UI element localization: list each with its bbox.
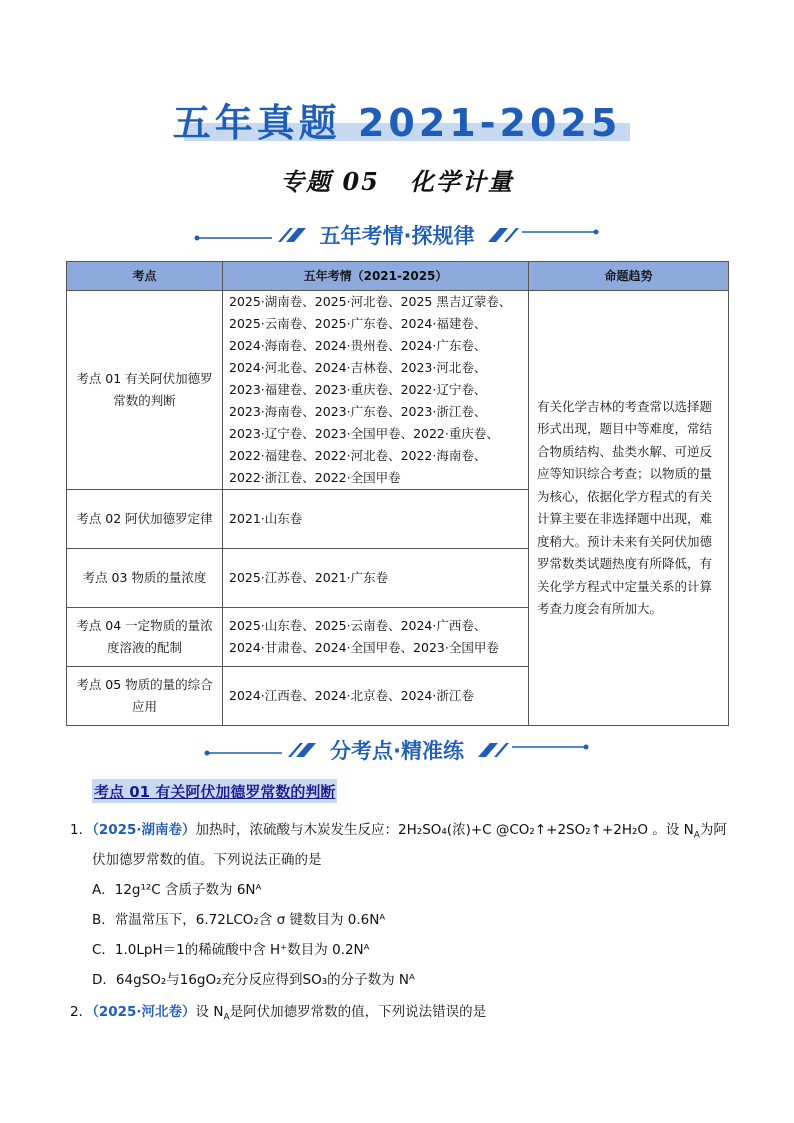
- table-row: [67, 291, 729, 490]
- option-c: C．1.0LpH＝1的稀硫酸中含 H⁺数目为 0.2Nᴬ: [92, 942, 370, 958]
- question-text: 为阿: [699, 822, 727, 838]
- question-text: 设 N: [195, 1004, 224, 1020]
- section-title-practice: 分考点·精准练: [330, 739, 464, 763]
- table-header-row: [67, 262, 729, 291]
- section-header-trends: [0, 220, 794, 250]
- topic-title: [0, 162, 794, 197]
- column-header: 命题趋势: [529, 262, 729, 291]
- subscript: A: [693, 830, 700, 841]
- exam-years-cell: 2025·湖南卷、2025·河北卷、2025 黑吉辽蒙卷、2025·云南卷、2025·广东卷、2024·福建卷、2024·海南卷、2024·贵州卷、2024·广东卷、2024·河北卷、2024·吉林卷、2023·河北卷、2023·福建卷、2023·重庆卷、2022·辽宁卷、2023·海南卷、2023·广东卷、2023·浙江卷、2023·辽宁卷、2023·全国甲卷、2022·重庆卷、2022·福建卷、2022·河北卷、2022·海南卷、2022·浙江卷、2022·全国甲卷: [223, 291, 529, 490]
- column-header: 考点: [67, 262, 223, 291]
- left-ornament-icon: [204, 738, 324, 762]
- option-a: A．12g¹²C 含质子数为 6Nᴬ: [92, 882, 262, 898]
- exam-years-cell: 2024·江西卷、2024·北京卷、2024·浙江卷: [223, 667, 529, 726]
- exam-table: [66, 261, 729, 726]
- column-header: 五年考情（2021-2025）: [223, 262, 529, 291]
- exam-years-cell: 2025·江苏卷、2021·广东卷: [223, 549, 529, 608]
- exam-point-cell: 考点 04 一定物质的量浓度溶液的配制: [67, 608, 223, 667]
- exam-years-cell: 2025·山东卷、2025·云南卷、2024·广西卷、2024·甘肃卷、2024·全国甲卷、2023·全国甲卷: [223, 608, 529, 667]
- question-source: （2025·湖南卷）: [92, 822, 196, 838]
- subscript: A: [223, 1012, 230, 1023]
- trend-cell: 有关化学吉林的考查常以选择题形式出现，题目中等难度，常结合物质结构、盐类水解、可逆反应等知识综合考查；以物质的量为核心，依据化学方程式的有关计算主要在非选择题中出现，难度稍大。预计未来有关阿伏加德罗常数类试题热度有所降低，有关化学方程式中定量关系的计算考查力度会有所加大。: [529, 291, 729, 726]
- section-header-practice: [0, 735, 794, 765]
- right-ornament-icon: [480, 223, 600, 247]
- exam-years-cell: 2021·山东卷: [223, 490, 529, 549]
- question-1-stem-cont: 伏加德罗常数的值。下列说法正确的是: [92, 852, 322, 868]
- question-source: （2025·河北卷）: [92, 1004, 196, 1020]
- question-text: 加热时，浓硫酸与木炭发生反应：2H₂SO₄(浓)+C @CO₂↑+2SO₂↑+2H₂O 。设 N: [195, 822, 694, 838]
- exam-point-heading: 考点 01 有关阿伏加德罗常数的判断: [92, 779, 337, 803]
- banner-title: 五年真题 2021-2025: [172, 101, 622, 145]
- exam-point-cell: 考点 05 物质的量的综合应用: [67, 667, 223, 726]
- right-ornament-icon: [470, 738, 590, 762]
- section-title-trends: 五年考情·探规律: [319, 224, 475, 248]
- question-text: 是阿伏加德罗常数的值，下列说法错误的是: [229, 1004, 487, 1020]
- exam-point-cell: 考点 01 有关阿伏加德罗常数的判断: [67, 291, 223, 490]
- question-number: 2．: [70, 1004, 93, 1020]
- question-2-stem: [70, 1000, 486, 1023]
- topic-number: 专题 05: [280, 167, 380, 196]
- topic-name: 化学计量: [409, 167, 514, 196]
- question-1-stem: [70, 818, 727, 841]
- option-b: B．常温常压下，6.72LCO₂含 σ 键数目为 0.6Nᴬ: [92, 912, 386, 928]
- left-ornament-icon: [194, 223, 314, 247]
- exam-point-cell: 考点 02 阿伏加德罗定律: [67, 490, 223, 549]
- question-number: 1．: [70, 822, 93, 838]
- option-d: D．64gSO₂与16gO₂充分反应得到SO₃的分子数为 Nᴬ: [92, 972, 415, 988]
- exam-point-cell: 考点 03 物质的量浓度: [67, 549, 223, 608]
